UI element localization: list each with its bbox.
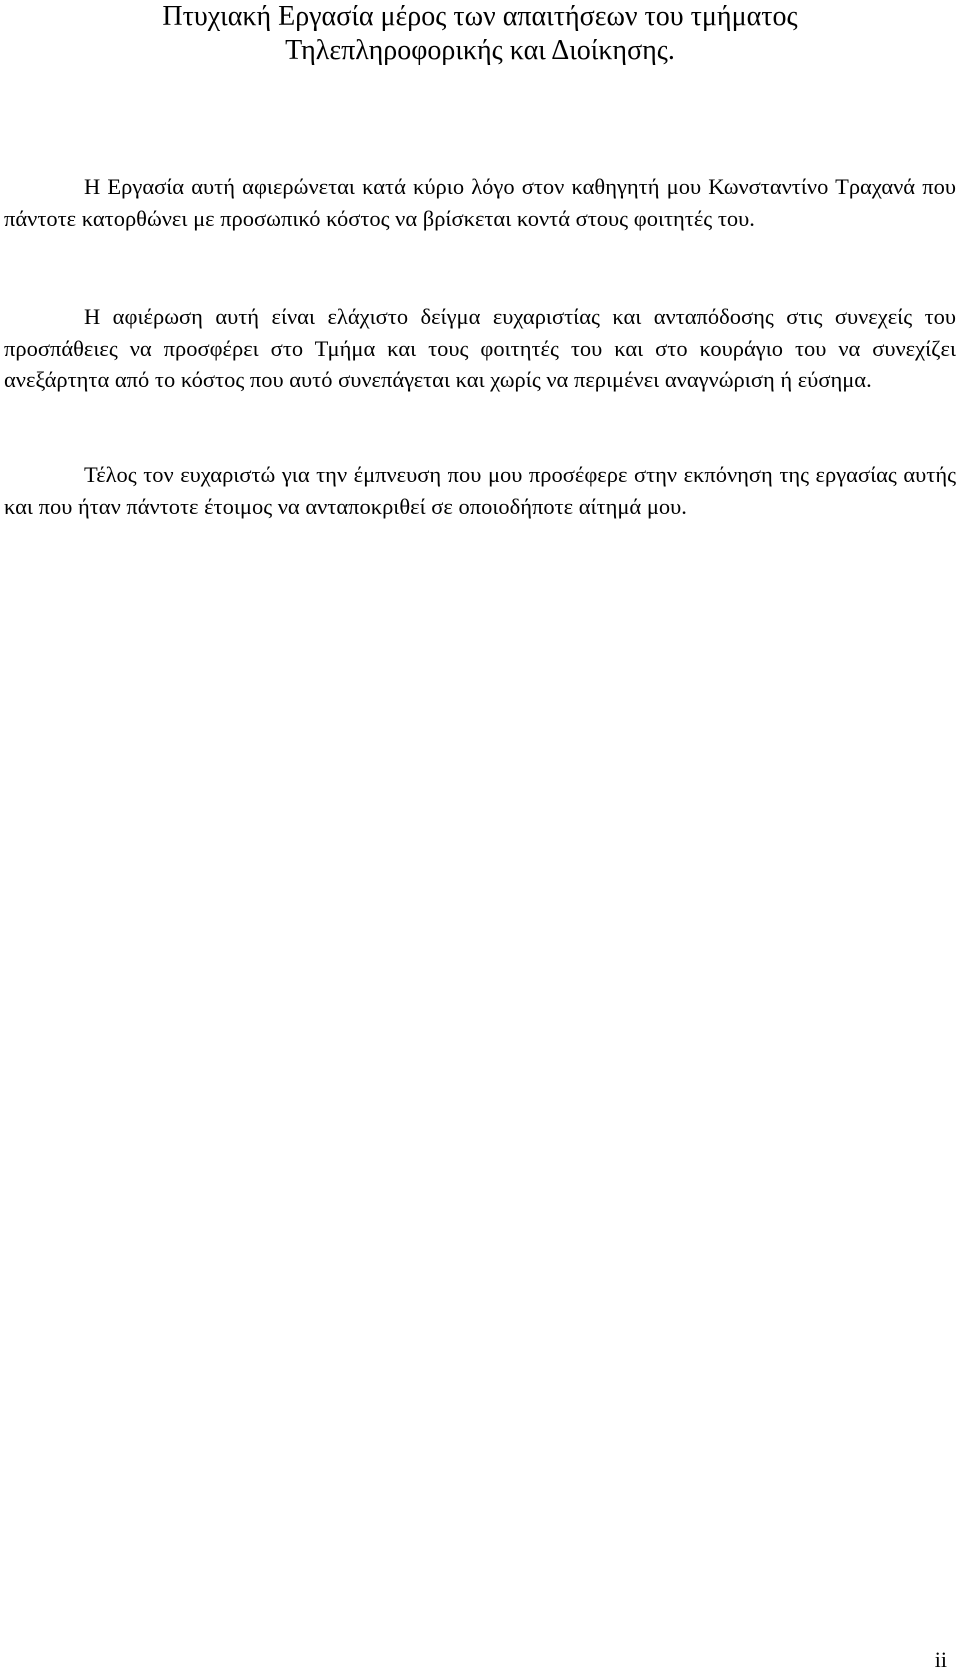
dedication-paragraph-2 [4, 301, 956, 396]
document-title [0, 0, 960, 68]
page-number: ii [934, 1647, 947, 1672]
title-line-1: Πτυχιακή Εργασία μέρος των απαιτήσεων του τμήματος [162, 1, 798, 32]
dedication-paragraph-3 [4, 459, 956, 522]
paragraph-text: Η αφιέρωση αυτή είναι ελάχιστο δείγμα ευχαριστίας και ανταπόδοσης στις συνεχείς του προσπάθειες να προσφέρει στο Τμήμα και τους φοιτητές του και στο κουράγιο του να συνεχίζει ανεξάρτητα από το κόστος που αυτό συνεπάγεται και χωρίς να περιμένει αναγνώριση ή εύσημα. [4, 304, 956, 392]
paragraph-text: Τέλος τον ευχαριστώ για την έμπνευση που μου προσέφερε στην εκπόνηση της εργασίας αυτής και που ήταν πάντοτε έτοιμος να ανταποκριθεί σε οποιοδήποτε αίτημά μου. [4, 462, 956, 519]
paragraph-text: Η Εργασία αυτή αφιερώνεται κατά κύριο λόγο στον καθηγητή μου Κωνσταντίνο Τραχανά που πάντοτε κατορθώνει με προσωπικό κόστος να βρίσκεται κοντά στους φοιτητές του. [4, 174, 956, 231]
dedication-paragraph-1 [4, 171, 956, 234]
title-line-2: Τηλεπληροφορικής και Διοίκησης. [285, 35, 675, 66]
